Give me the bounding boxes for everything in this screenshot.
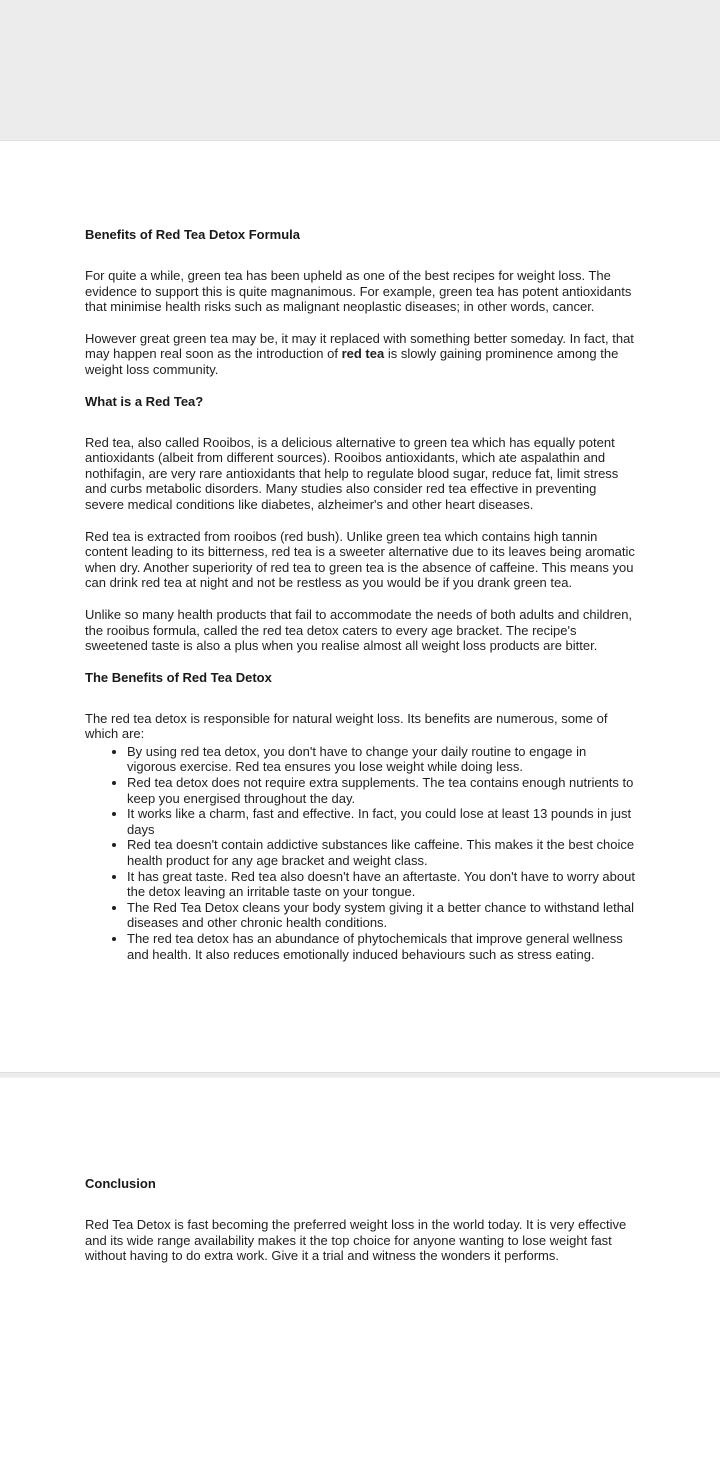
document-page-2 [0,1078,720,1478]
text-segment: However great green tea may be, it may it replaced with something better someday. In fact, that may happen real soon as the introduction of [85,330,634,362]
list-item: • Red tea detox does not require extra supplements. The tea contains enough nutrients to keep you energised throughout the day. [127,775,635,806]
text-segment: Red tea, also called Rooibos, is a delicious alternative to green tea which has equally potent antioxidants (albeit from different sources). Rooibos antioxidants, which ate aspalathin and nothifagin, are very rare antioxidants that help to regulate blood sugar, reduce fat, limit stress and curbs metabolic disorders. Many studies also consider red tea effective in preventing severe medical conditions like diabetes, alzheimer's and other heart diseases. [85,434,619,512]
bullet-list [85,744,635,962]
paragraph [85,268,635,315]
text-segment: For quite a while, green tea has been upheld as one of the best recipes for weight loss. The evidence to support this is quite magnanimous. For example, green tea has potent antioxidants that minimise health risks such as malignant neoplastic diseases; in other words, cancer. [85,268,632,315]
paragraph [85,331,635,378]
list-item: • The Red Tea Detox cleans your body system giving it a better chance to withstand lethal diseases and other chronic health conditions. [127,900,635,931]
text-segment: is slowly gaining prominence among the weight loss community. [85,346,619,377]
document-page-1 [0,141,720,1072]
list-item: • It has great taste. Red tea also doesn't have an aftertaste. You don't have to worry about the detox leaving an irritable taste on your tongue. [127,869,635,900]
section-heading: Conclusion [85,1176,156,1191]
paragraph [85,435,635,513]
canvas-background-top [0,0,720,141]
bold-text: red tea [341,346,385,362]
paragraph [85,529,635,591]
page-content [85,1176,635,1264]
paragraph [85,1217,635,1264]
list-item: • Red tea doesn't contain addictive substances like caffeine. This makes it the best choice health product for any age bracket and weight class. [127,837,635,868]
list-item: • By using red tea detox, you don't have to change your daily routine to engage in vigorous exercise. Red tea ensures you lose weight while doing less. [127,744,635,775]
section-heading: The Benefits of Red Tea Detox [85,669,272,685]
paragraph [85,711,635,742]
list-item: • The red tea detox has an abundance of phytochemicals that improve general wellness and health. It also reduces emotionally induced behaviours such as stress eating. [127,931,635,962]
page-content [85,227,635,962]
paragraph [85,607,635,654]
section-heading: What is a Red Tea? [85,393,204,409]
text-segment: Red Tea Detox is fast becoming the preferred weight loss in the world today. It is very effective and its wide range availability makes it the top choice for anyone wanting to lose weight fast without having to do extra work. Give it a trial and witness the wonders it performs. [85,1217,627,1264]
list-item: • It works like a charm, fast and effective. In fact, you could lose at least 13 pounds in just days [127,806,635,837]
text-segment: Red tea is extracted from rooibos (red bush). Unlike green tea which contains high tannin content leading to its bitterness, red tea is a sweeter alternative due to its leaves being aromatic when dry. Another superiority of red tea to green tea is the absence of caffeine. This means you can drink red tea at night and not be restless as you would be if you drank green tea. [85,528,635,591]
section-heading: Benefits of Red Tea Detox Formula [85,227,301,242]
text-segment: The red tea detox is responsible for natural weight loss. Its benefits are numerous, some of which are: [85,710,608,742]
text-segment: Unlike so many health products that fail to accommodate the needs of both adults and children, the rooibus formula, called the red tea detox caters to every age bracket. The recipe's sweetened taste is also a plus when you realise almost all weight loss products are bitter. [85,606,633,654]
